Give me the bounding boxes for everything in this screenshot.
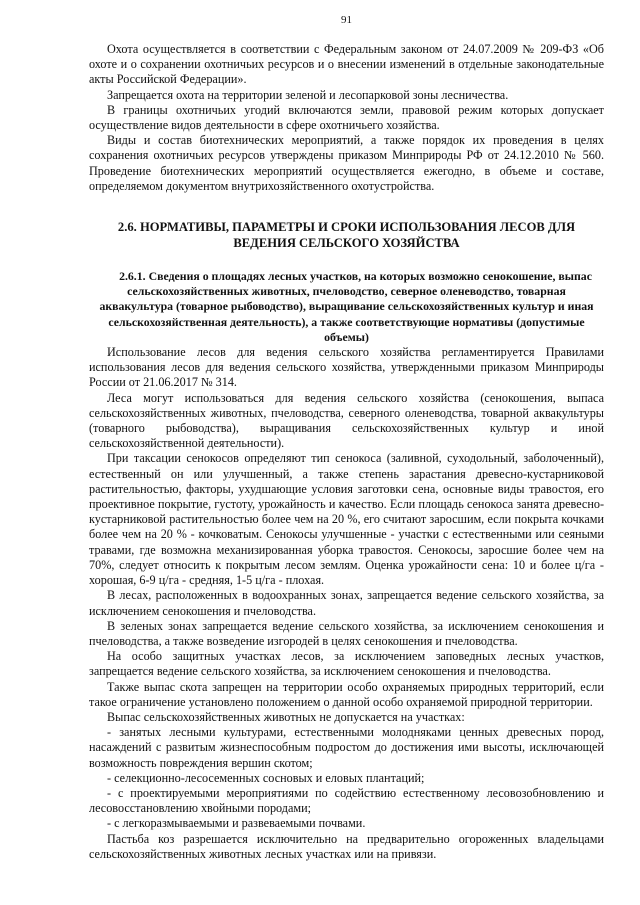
subsection-number: 2.6.1. [119, 269, 146, 284]
document-page [89, 14, 604, 862]
paragraph: На особо защитных участках лесов, за исключением заповедных лесных участков, запрещается ведение сельского хозяйства, за исключением сенокошения и пчеловодства. [89, 649, 604, 679]
paragraph: Использование лесов для ведения сельского хозяйства регламентируется Правилами использования лесов для ведения сельского хозяйства, утвержденными приказом Минприроды России от 21.06.2017 № 314. [89, 345, 604, 390]
list-item: - с легкоразмываемыми и развеваемыми почвами. [107, 816, 366, 831]
page-number: 91 [341, 14, 352, 26]
intro-block [89, 42, 604, 194]
body-block [89, 345, 604, 862]
subsection-heading [89, 269, 604, 345]
paragraph: Пастьба коз разрешается исключительно на предварительно огороженных владельцами сельскохозяйственных животных лесных участках или на привязи. [89, 831, 604, 861]
section-heading: 2.6. НОРМАТИВЫ, ПАРАМЕТРЫ И СРОКИ ИСПОЛЬЗОВАНИЯ ЛЕСОВ ДЛЯ ВЕДЕНИЯ СЕЛЬСКОГО ХОЗЯЙСТВА [117, 220, 576, 250]
list-item: - с проектируемыми мероприятиями по содействию естественному лесовозобновлению и лесовосстановлению хвойными породами; [89, 785, 604, 816]
paragraph: Леса могут использоваться для ведения сельского хозяйства (сенокошения, выпаса сельскохозяйственных животных, пчеловодства, северного оленеводства, товарной аквакультуры (товарного рыбоводства), выращивания сельскохозяйственных культур и иной сельскохозяйственной деятельности). [89, 390, 604, 451]
paragraph: Выпас сельскохозяйственных животных не допускается на участках: [107, 709, 465, 724]
paragraph: Также выпас скота запрещен на территории особо охраняемых природных территорий, если такое ограничение установлено положением о данной особо охраняемой природной территории. [89, 679, 604, 709]
paragraph: Виды и состав биотехнических мероприятий, а также порядок их проведения в целях сохранения охотничьих ресурсов утверждены приказом Минприроды РФ от 24.12.2010 № 560. Проведение биотехнических мероприятий осуществляется ежегодно, в объеме и составе, определяемом документом внутрихозяйственного охотустройства. [89, 133, 604, 193]
paragraph: Охота осуществляется в соответствии с Федеральным законом от 24.07.2009 № 209-ФЗ «Об охоте и о сохранении охотничьих ресурсов и о внесении изменений в отдельные законодательные акты Российской Федерации». [89, 42, 604, 87]
paragraph: В границы охотничьих угодий включаются земли, правовой режим которых допускает осуществление видов деятельности в сфере охотничьего хозяйства. [89, 102, 604, 133]
paragraph: В лесах, расположенных в водоохранных зонах, запрещается ведение сельского хозяйства, за исключением сенокошения и пчеловодства. [89, 588, 604, 618]
list-item: - селекционно-лесосеменных сосновых и еловых плантаций; [107, 770, 425, 785]
paragraph: При таксации сенокосов определяют тип сенокоса (заливной, суходольный, заболоченный), естественный он или улучшенный, а также степень зарастания древесно-кустарниковой растительностью, факторы, ухудшающие условия заготовки сена, основные виды травостоя, его проективное покрытие, густоту, урожайность и качество. Если площадь сенокоса занята древесно-кустарниковой растительностью более чем на 20 %, его считают заросшим, если покрыта кочками более чем на 20 % - кочковатым. Сенокосы улучшенные - участки с естественными или сеяными травами, где возможна механизированная уборка травостоя. Сенокосы, заросшие более чем на 70%, следует относить к покрытым лесом землям. Оценка урожайности сена: 10 и более ц/га - хорошая, 6-9 ц/га - средняя, 1-5 ц/га - плохая. [89, 451, 604, 588]
paragraph: Запрещается охота на территории зеленой и лесопарковой зоны лесничества. [107, 87, 509, 102]
list-item: - занятых лесными культурами, естественными молодняками ценных древесных пород, насаждений с развитым жизнеспособным подростом до достижения ими высоты, исключающей возможность повреждения вершин скотом; [89, 725, 604, 770]
paragraph: В зеленых зонах запрещается ведение сельского хозяйства, за исключением сенокошения и пчеловодства, а также возведение изгородей в целях сенокошения и пчеловодства. [89, 618, 604, 648]
subsection-title: Сведения о площадях лесных участков, на которых возможно сенокошение, выпас сельскохозяйственных животных, пчеловодство, северное оленеводство, товарная аквакультура (товарное рыбоводство), выращивание сельскохозяйственных культур и иная сельскохозяйственная деятельность), а также соответствующие нормативы (допустимые объемы) [99, 269, 594, 344]
